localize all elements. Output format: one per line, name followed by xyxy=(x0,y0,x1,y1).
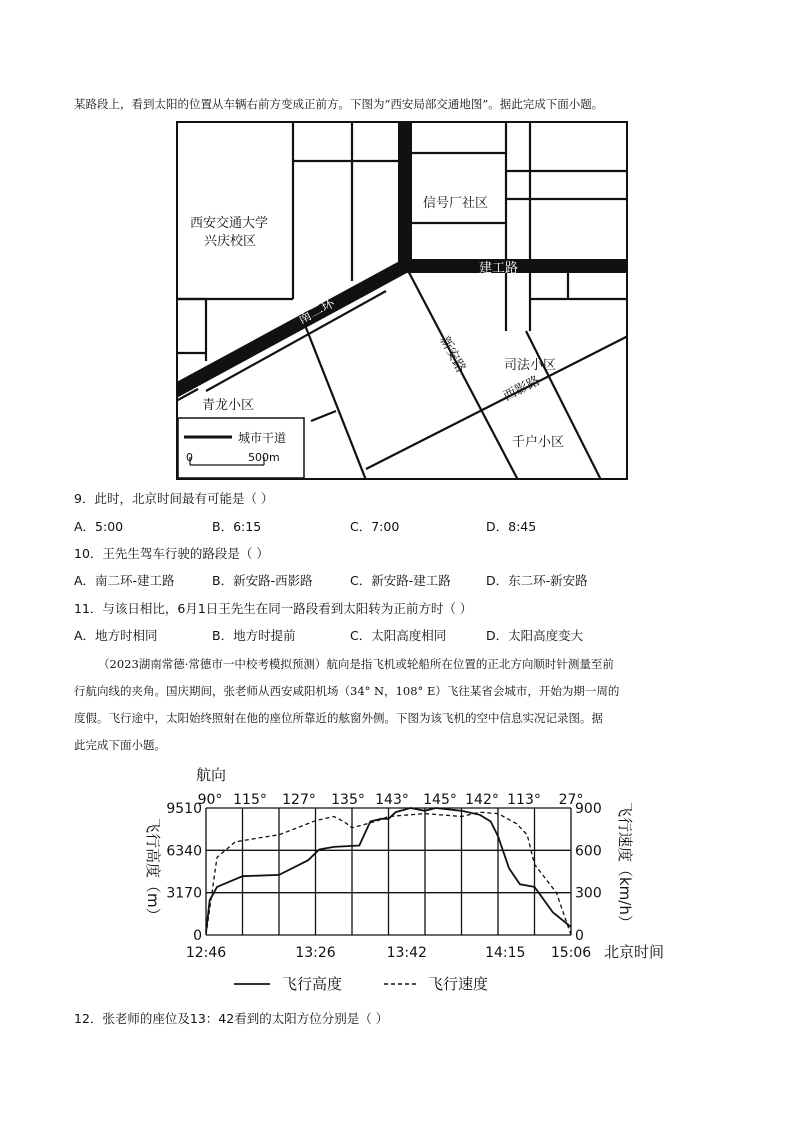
passage-line-4: 此完成下面小题。 xyxy=(74,738,166,752)
q10-options xyxy=(74,571,714,589)
label-east-ring-1: 东 xyxy=(398,146,412,161)
heading-label-6: 142° xyxy=(465,792,499,808)
label-signal-community: 信号厂社区 xyxy=(423,196,489,211)
chart-legend xyxy=(234,975,488,993)
heading-label-1: 115° xyxy=(233,792,267,808)
q9-stem: 9．此时，北京时间最有可能是（ ） xyxy=(74,491,274,506)
q9-option-a[interactable]: A．5:00 xyxy=(74,519,124,534)
y-right-tick-1: 600 xyxy=(575,843,602,860)
y-left-tick-1: 6340 xyxy=(166,843,202,860)
heading-label-7: 113° xyxy=(507,792,541,808)
heading-title: 航向 xyxy=(196,766,227,784)
scale-zero: 0 xyxy=(186,451,193,464)
map-legend xyxy=(178,418,304,478)
label-xinan-road: 新安路 xyxy=(436,333,469,376)
label-sifa-community: 司法小区 xyxy=(504,358,557,373)
q11-option-c[interactable]: C．太阳高度相同 xyxy=(350,628,447,643)
passage-line-2: 行航向线的夹角。国庆期间，张老师从西安咸阳机场（34° N，108° E）飞往某省会城市，开始为期一周的 xyxy=(74,684,620,698)
legend-road-label: 城市干道 xyxy=(238,431,287,445)
label-qianhu-community: 千户小区 xyxy=(512,435,565,450)
label-xjtu-1: 西安交通大学 xyxy=(190,216,269,231)
label-xiying-road: 西影路 xyxy=(501,373,543,405)
q9-options xyxy=(74,517,714,535)
label-east-ring-3: 环 xyxy=(398,212,412,227)
x-tick-1: 13:26 xyxy=(295,945,336,961)
x-axis-label: 北京时间 xyxy=(604,943,665,961)
x-tick-3: 14:15 xyxy=(485,945,526,961)
passage-line-1: （2023湖南常德·常德市一中校考模拟预测）航向是指飞机或轮船所在位置的正北方向顺时针测量至前 xyxy=(98,657,614,671)
x-tick-2: 13:42 xyxy=(386,945,427,961)
q9-option-c[interactable]: C．7:00 xyxy=(350,519,400,534)
q11-stem: 11．与该日相比，6月1日王先生在同一路段看到太阳转为正前方时（ ） xyxy=(74,601,473,616)
y-left-tick-2: 3170 xyxy=(166,885,202,902)
xian-traffic-map xyxy=(176,121,628,480)
label-jiangong-road: 建工路 xyxy=(479,261,519,276)
label-qinglong-community: 青龙小区 xyxy=(202,398,255,413)
heading-label-8: 27° xyxy=(558,792,584,808)
heading-label-3: 135° xyxy=(331,792,365,808)
legend-speed-label: 飞行速度 xyxy=(428,975,489,993)
label-east-ring-2: 二 xyxy=(398,178,412,193)
x-tick-4: 15:06 xyxy=(550,945,592,961)
label-xjtu-2: 兴庆校区 xyxy=(204,234,257,249)
x-tick-0: 12:46 xyxy=(185,945,227,961)
y-right-tick-3: 0 xyxy=(575,928,584,944)
q12-stem: 12．张老师的座位及13：42看到的太阳方位分别是（ ） xyxy=(74,1011,389,1026)
q9-option-b[interactable]: B．6:15 xyxy=(212,519,262,534)
q11-option-b[interactable]: B．地方时提前 xyxy=(212,628,296,643)
heading-label-5: 145° xyxy=(423,792,457,808)
heading-label-2: 127° xyxy=(282,792,316,808)
q11-option-a[interactable]: A．地方时相同 xyxy=(74,628,158,643)
arterial-roads xyxy=(176,121,628,393)
q11-options xyxy=(74,626,714,644)
label-south-ring: 南二环 xyxy=(295,295,338,328)
flight-info-chart xyxy=(120,760,680,1000)
q9-option-d[interactable]: D．8:45 xyxy=(486,519,537,534)
y-left-tick-3: 0 xyxy=(193,928,202,944)
scale-500m: 500m xyxy=(248,451,280,464)
intro-text: 某路段上，看到太阳的位置从车辆右前方变成正前方。下图为“西安局部交通地图”。据此完成下面小题。 xyxy=(74,97,604,111)
q10-option-a[interactable]: A．南二环-建工路 xyxy=(74,573,175,588)
passage-line-3: 度假。飞行途中，太阳始终照射在他的座位所靠近的舷窗外侧。下图为该飞机的空中信息实况记录图。据 xyxy=(74,711,603,725)
y-right-tick-0: 900 xyxy=(575,801,602,817)
legend-altitude-label: 飞行高度 xyxy=(282,975,343,993)
q10-stem: 10．王先生驾车行驶的路段是（ ） xyxy=(74,546,269,561)
q10-option-b[interactable]: B．新安路-西影路 xyxy=(212,573,313,588)
y-left-tick-0: 9510 xyxy=(166,801,202,817)
y-left-axis-label: 飞行高度（m） xyxy=(144,818,162,923)
q11-option-d[interactable]: D．太阳高度变大 xyxy=(486,628,584,643)
q10-option-d[interactable]: D．东二环-新安路 xyxy=(486,573,588,588)
y-right-tick-2: 300 xyxy=(575,885,602,902)
heading-label-0: 90° xyxy=(197,792,223,808)
heading-label-4: 143° xyxy=(375,792,409,808)
y-right-axis-label: 飞行速度（km/h） xyxy=(616,802,634,930)
q10-option-c[interactable]: C．新安路-建工路 xyxy=(350,573,451,588)
